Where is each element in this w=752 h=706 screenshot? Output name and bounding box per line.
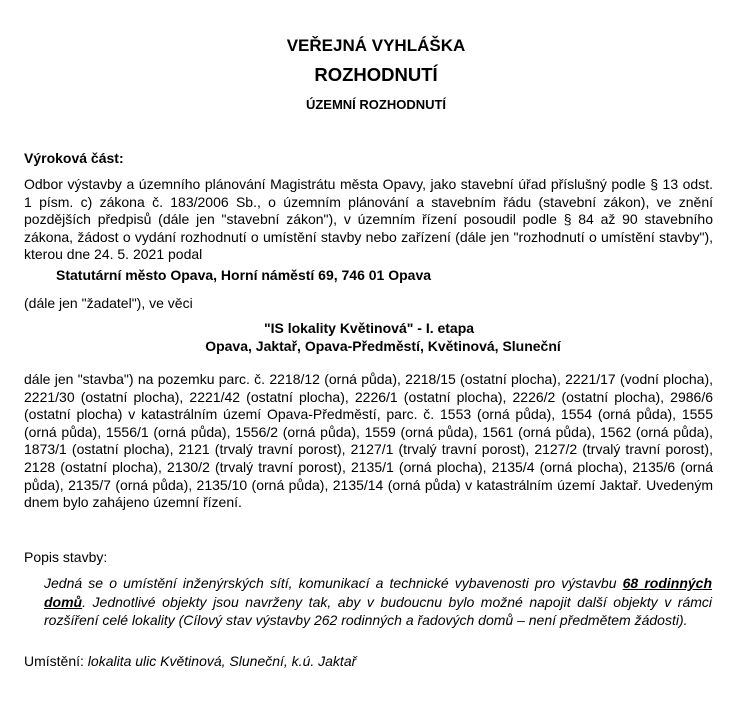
applicant-note: (dále jen "žadatel"), ve věci (24, 295, 193, 311)
document-title: VEŘEJNÁ VYHLÁŠKA (286, 36, 466, 55)
decision-type: ÚZEMNÍ ROZHODNUTÍ (305, 97, 447, 112)
description-text-after: . Jednotlivé objekty jsou navrženy tak, aby v budoucnu bylo možné napojit další objekty v rámci rozšíření celé lokality (Cílový stav výstavby 262 rodinných a řadových domů – není předmětem žádosti). (44, 593, 712, 629)
verdict-heading: Výroková část: (24, 150, 124, 166)
placement-value: lokalita ulic Květinová, Sluneční, k.ú. Jaktař (87, 653, 357, 669)
description-highlight: 68 rodinných domů (44, 575, 712, 610)
project-title: "IS lokality Květinová" - I. etapa (263, 320, 475, 336)
description-text-before: Jedná se o umístění inženýrských sítí, komunikací a technické vybavenosti pro výstavbu (44, 575, 617, 591)
applicant: Statutární město Opava, Horní náměstí 69, 746 01 Opava (56, 267, 432, 283)
placement (24, 653, 356, 669)
description-text (44, 574, 712, 630)
placement-label: Umístění: (24, 653, 84, 669)
document-subtitle: ROZHODNUTÍ (314, 64, 438, 85)
project-location: Opava, Jaktař, Opava-Předměstí, Květinová, Sluneční (205, 338, 561, 354)
description-label: Popis stavby: (24, 549, 108, 565)
verdict-intro: Odbor výstavby a územního plánování Magistrátu města Opavy, jako stavební úřad příslušný podle § 13 odst. 1 písm. c) zákona č. 183/2006 Sb., o územním plánování a stavebním řádu (stavební zákon), ve znění pozdějších předpisů (dále jen "stavební zákon"), v územním řízení posoudil podle § 84 až 90 stavebního zákona, žádost o vydání rozhodnutí o umístění stavby nebo zařízení (dále jen "rozhodnutí o umístění stavby"), kterou dne 24. 5. 2021 podal (24, 176, 713, 263)
parcels-paragraph: dále jen "stavba") na pozemku parc. č. 2218/12 (orná půda), 2218/15 (ostatní plocha), 2221/17 (vodní plocha), 2221/30 (ostatní plocha), 2221/42 (ostatní plocha), 2226/1 (ostatní plocha), 2226/2 (ostatní plocha), 2986/6 (ostatní plocha) v katastrálním území Opava-Předměstí, parc. č. 1553 (orná půda), 1554 (orná půda), 1555 (orná půda), 1556/1 (orná půda), 1556/2 (orná půda), 1559 (orná půda), 1561 (orná půda), 1562 (orná půda), 1873/1 (ostatní plocha), 2121 (trvalý travní porost), 2127/1 (trvalý travní porost), 2127/2 (trvalý travní porost), 2128 (ostatní plocha), 2130/2 (trvalý travní porost), 2135/1 (orná plocha), 2135/4 (orná plocha), 2135/6 (orná půda), 2135/7 (orná půda), 2135/10 (orná půda), 2135/14 (orná půda) v katastrálním území Jaktař. Uvedeným dnem bylo zahájeno územní řízení. (24, 371, 713, 511)
